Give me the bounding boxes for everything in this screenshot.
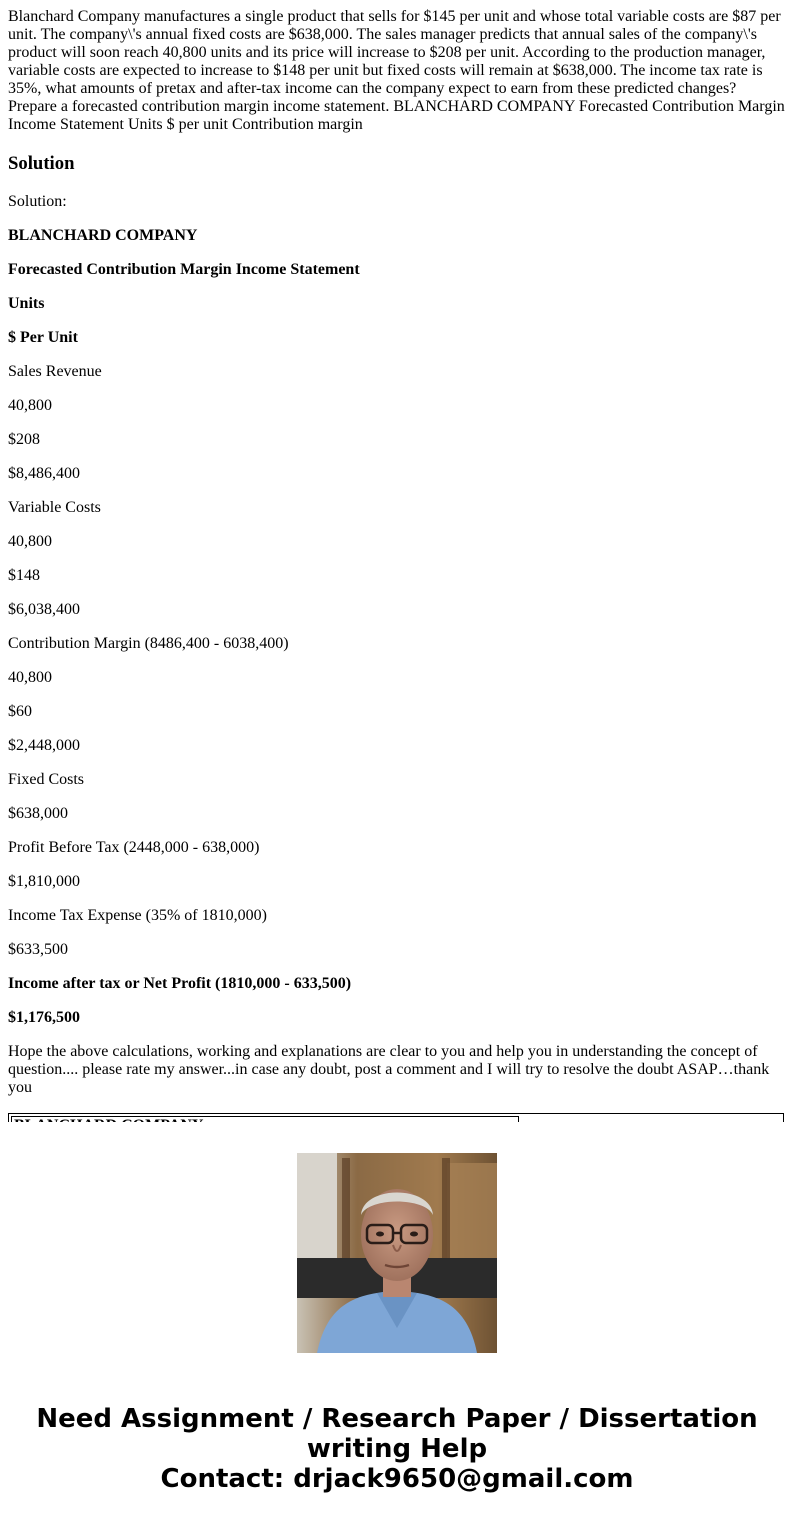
statement-title: Forecasted Contribution Margin Income Statement: [8, 261, 360, 278]
statement-line: $1,810,000: [8, 873, 80, 890]
statement-line: $8,486,400: [8, 465, 80, 482]
promo-contact[interactable]: Contact: drjack9650@gmail.com: [160, 1464, 634, 1494]
statement-line: Profit Before Tax (2448,000 - 638,000): [8, 839, 260, 856]
statement-line: $1,176,500: [8, 1009, 80, 1026]
statement-table: [8, 1113, 784, 1122]
statement-line: $148: [8, 567, 40, 584]
company-name: BLANCHARD COMPANY: [8, 227, 198, 244]
promo-line-1: Need Assignment / Research Paper / Dissertation: [36, 1404, 758, 1434]
answer-content: [8, 8, 786, 1113]
promo-text: [0, 1404, 794, 1494]
statement-line: Sales Revenue: [8, 363, 102, 380]
statement-line: $2,448,000: [8, 737, 80, 754]
statement-line: Income Tax Expense (35% of 1810,000): [8, 907, 267, 924]
statement-line: 40,800: [8, 669, 52, 686]
statement-line: $6,038,400: [8, 601, 80, 618]
statement-line: 40,800: [8, 397, 52, 414]
closing-note: Hope the above calculations, working and explanations are clear to you and help you in understanding the concept of question.... please rate my answer...in case any doubt, post a comment and I will try to resolve the doubt ASAP…thank you: [8, 1043, 770, 1096]
column-units: Units: [8, 295, 45, 312]
statement-line: Income after tax or Net Profit (1810,000 - 633,500): [8, 975, 352, 992]
statement-line: 40,800: [8, 533, 52, 550]
statement-line: $208: [8, 431, 40, 448]
statement-line: Contribution Margin (8486,400 - 6038,400): [8, 635, 289, 652]
solution-heading: Solution: [8, 153, 75, 174]
column-per-unit: $ Per Unit: [8, 329, 78, 346]
solution-label: Solution:: [8, 193, 67, 210]
statement-line: $638,000: [8, 805, 68, 822]
author-photo: [297, 1153, 497, 1353]
author-avatar: [297, 1153, 497, 1353]
promo-banner: [0, 1122, 794, 1523]
statement-line: $633,500: [8, 941, 68, 958]
statement-line: Fixed Costs: [8, 771, 85, 788]
statement-line: Variable Costs: [8, 499, 101, 516]
statement-lines: [8, 363, 786, 1027]
promo-line-2: writing Help: [306, 1434, 488, 1464]
question-text: Blanchard Company manufactures a single product that sells for $145 per unit and whose total variable costs are $87 per unit. The company\'s annual fixed costs are $638,000. The sales manager predicts that annual sales of the company\'s product will soon reach 40,800 units and its price will increase to $208 per unit. According to the production manager, variable costs are expected to increase to $148 per unit but fixed costs will remain at $638,000. The income tax rate is 35%, what amounts of pretax and after-tax income can the company expect to earn from these predicted changes? Prepare a forecasted contribution margin income statement. BLANCHARD COMPANY Forecasted Contribution Margin Income Statement Units $ per unit Contribution margin: [8, 8, 785, 133]
statement-line: $60: [8, 703, 32, 720]
